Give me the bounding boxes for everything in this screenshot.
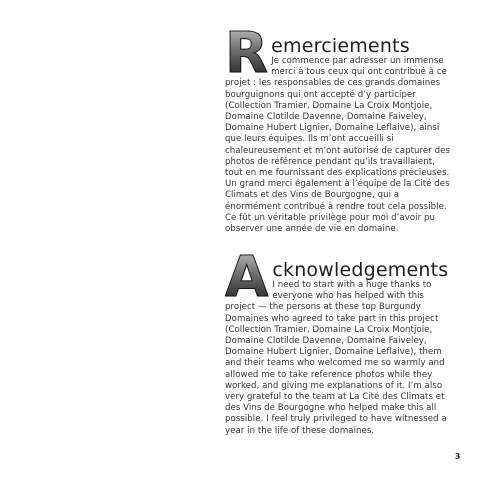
remerciements-section [225, 21, 453, 235]
acknowledgements-heading: cknowledgements [272, 259, 449, 281]
dropcap-r: R [225, 21, 269, 86]
acknowledgements-section [225, 245, 453, 437]
remerciements-heading: emerciements [271, 35, 410, 57]
dropcap-a: A [225, 245, 269, 310]
acknowledgements-body: I need to start with a huge thanks to everyone who has helped with this project — the persons at these top Burgundy Domaines who agreed to take part in this project (Collection Tramier, Domaine La Croix Montjoie, Domaine Clotilde Davenne, Domaine Faiveley, Domaine Hubert Lignier, Domaine Leflaive), them and their teams who welcomed me so warmly and allowed me to take reference photos while they worked, and giving me explanations of it. I’m also very grateful to the team at La Cité des Climats et des Vins de Bourgogne who helped make this all possible. I feel truly privileged to have witnessed a year in the life of these domaines. [225, 280, 447, 436]
page-number: 3 [455, 452, 461, 461]
remerciements-body: Je commence par adresser un immense merci à tous ceux qui ont contribué à ce projet : les responsables de ces grands domaines bourguignons qui ont accepté d’y participer (Collection Tramier, Domaine La Croix Montjoie, Domaine Clotilde Davenne, Domaine Faiveley, Domaine Hubert Lignier, Domaine Leflaive), ainsi que leurs équipes. Ils m’ont accueilli si chaleureusement et m’ont autorisé de capturer des photos de référence pendant qu’ils travaillaient, tout en me fournissant des explications précieuses. Un grand merci également à l’équipe de la Cité des Climats et des Vins de Bourgogne, qui a énormément contribué à rendre tout cela possible. Ce fût un véritable privilège pour moi d’avoir pu observer une année de vie en domaine. [225, 56, 450, 235]
